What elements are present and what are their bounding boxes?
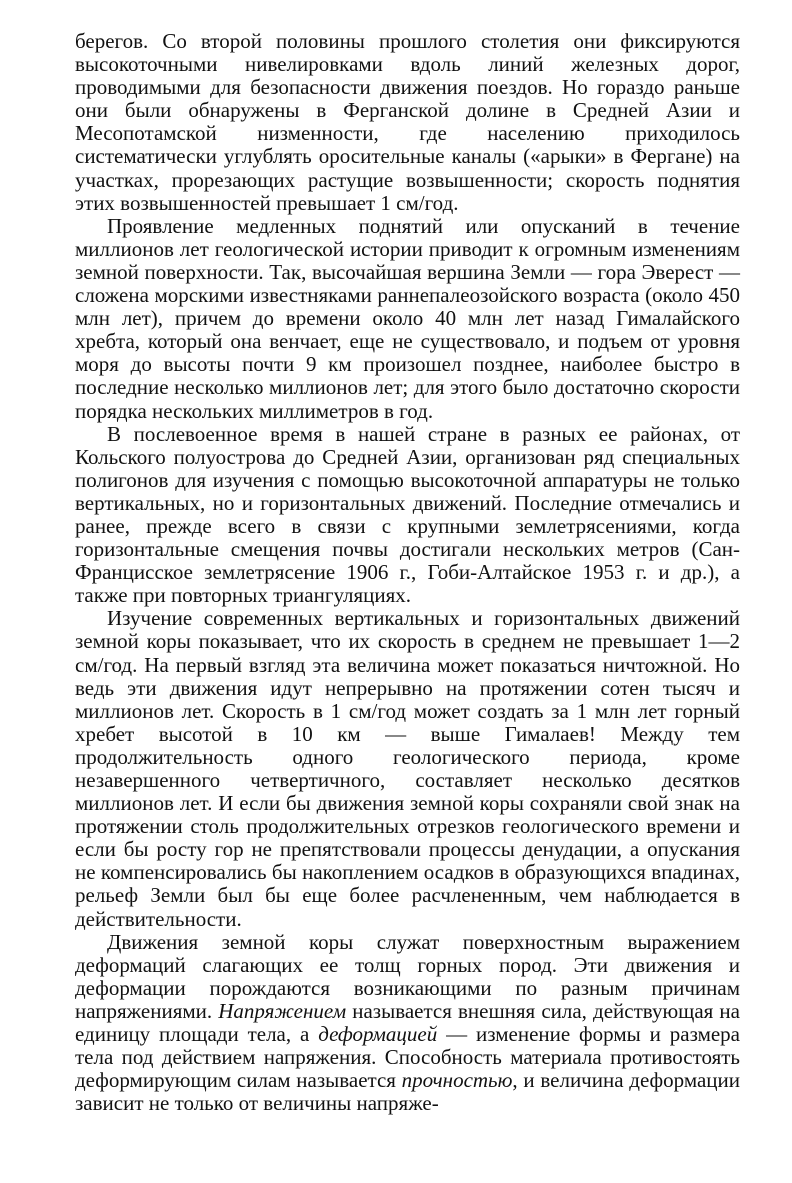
term-deformaciya: деформацией [318, 1022, 438, 1047]
paragraph-5-text-c: — изменение формы и размера тела под действием напряжения. Способность материала противостоять деформирующим силам называется [75, 1022, 740, 1093]
paragraph-1 [75, 30, 740, 215]
term-prochnost: прочностью [401, 1068, 513, 1093]
paragraph-5 [75, 931, 740, 1116]
paragraph-2-text: Проявление медленных поднятий или опусканий в течение миллионов лет геологической истории приводит к огромным изменениям земной поверхности. Так, высочайшая вершина Земли — гора Эверест — сложена морскими известняками раннепалеозойского возраста (около 450 млн лет), причем до времени около 40 млн лет назад Гималайского хребта, который она венчает, еще не существовало, и подъем от уровня моря до высоты почти 9 км произошел позднее, наиболее быстро в последние несколько миллионов лет; для этого было достаточно скорости порядка нескольких миллиметров в год. [75, 213, 740, 423]
paragraph-1-text: берегов. Со второй половины прошлого столетия они фиксируются высокоточными нивелировками вдоль линий железных дорог, проводимыми для безопасности движения поездов. Но гораздо раньше они были обнаружены в Ферганской долине в Средней Азии и Месопотамской низменности, где населению приходилось систематически углублять оросительные каналы («арыки» в Фергане) на участках, прорезающих растущие возвышенности; скорость поднятия этих возвышенностей превышает 1 см/год. [75, 29, 740, 215]
paragraph-3-text: В послевоенное время в нашей стране в разных ее районах, от Кольского полуострова до Средней Азии, организован ряд специальных полигонов для изучения с помощью высокоточной аппаратуры не только вертикальных, но и горизонтальных движений. Последние отмечались и ранее, прежде всего в связи с крупными землетрясениями, когда горизонтальные смещения почвы достигали нескольких метров (Сан-Францисское землетрясение 1906 г., Гоби-Алтайское 1953 г. и др.), а также при повторных триангуляциях. [75, 421, 740, 608]
paragraph-2 [75, 215, 740, 423]
term-napryazhenie: Напряжением [218, 998, 347, 1023]
document-page [75, 30, 740, 1115]
paragraph-5-text-b: называется внешняя сила, действующая на единицу площади тела, а [75, 998, 740, 1047]
paragraph-5-text-d: , и величина деформации зависит не только от величины напряже- [75, 1068, 740, 1116]
paragraph-4-text: Изучение современных вертикальных и горизонтальных движений земной коры показывает, что их скорость в среднем не превышает 1—2 см/год. На первый взгляд эта величина может показаться ничтожной. Но ведь эти движения идут непрерывно на протяжении сотен тысяч и миллионов лет. Скорость в 1 см/год может создать за 1 млн лет горный хребет высотой в 10 км — выше Гималаев! Между тем продолжительность одного геологического периода, кроме незавершенного четвертичного, составляет несколько десятков миллионов лет. И если бы движения земной коры сохраняли свой знак на протяжении столь продолжительных отрезков геологического времени и если бы росту гор не препятствовали процессы денудации, а опускания не компенсировались бы накоплением осадков в образующихся впадинах, рельеф Земли был бы еще более расчлененным, чем наблюдается в действительности. [75, 606, 740, 931]
paragraph-3 [75, 423, 740, 608]
paragraph-4 [75, 607, 740, 930]
paragraph-5-text-a: Движения земной коры служат поверхностным выражением деформаций слагающих ее толщ горных пород. Эти движения и деформации порождаются возникающими по разным причинам напряжениями. [75, 929, 740, 1023]
